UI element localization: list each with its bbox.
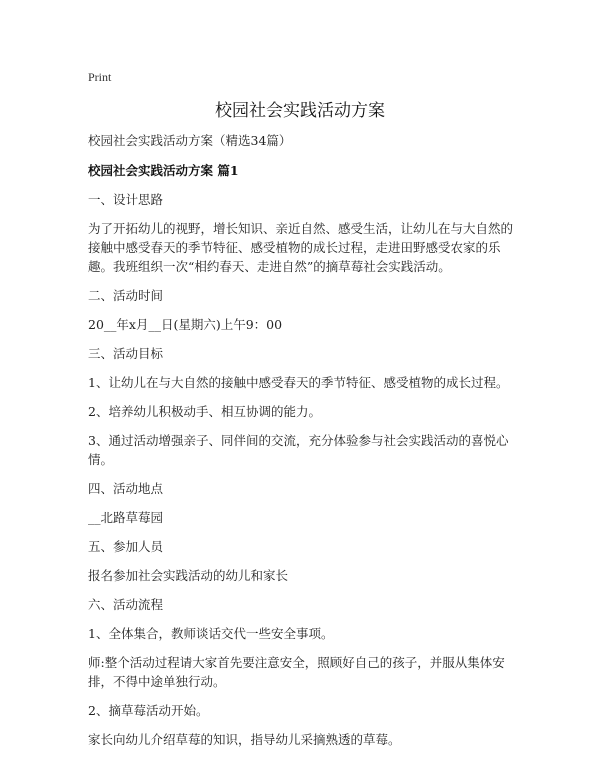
paragraph: 2、培养幼儿积极动手、相互协调的能力。 (88, 404, 321, 419)
paragraph: 五、参加人员 (88, 539, 164, 554)
document-title: 校园社会实践活动方案 (215, 101, 385, 121)
paragraph: 六、活动流程 (88, 597, 164, 612)
section-heading: 校园社会实践活动方案 篇1 (88, 163, 239, 178)
document-subtitle: 校园社会实践活动方案（精选34篇） (88, 133, 292, 148)
paragraph-list (88, 190, 518, 749)
paragraph: 1、全体集合，教师谈话交代一些安全事项。 (88, 626, 334, 641)
paragraph: 1、让幼儿在与大自然的接触中感受春天的季节特征、感受植物的成长过程。 (88, 375, 509, 390)
paragraph: 一、设计思路 (88, 192, 164, 207)
paragraph: 二、活动时间 (88, 288, 164, 303)
paragraph: 师:整个活动过程请大家首先要注意安全，照顾好自己的孩子，并服从集体安排，不得中途单独行动。 (88, 655, 505, 689)
paragraph: 3、通过活动增强亲子、同伴间的交流，充分体验参与社会实践活动的喜悦心情。 (88, 433, 509, 467)
paragraph: __北路草莓园 (88, 510, 164, 525)
paragraph: 四、活动地点 (88, 481, 164, 496)
paragraph: 为了开拓幼儿的视野，增长知识、亲近自然、感受生活，让幼儿在与大自然的接触中感受春天的季节特征、感受植物的成长过程，走进田野感受农家的乐趣。我班组织一次“相约春天、走进自然”的摘草莓社会实践活动。 (88, 221, 514, 274)
paragraph: 20__年x月__日(星期六)上午9：00 (88, 317, 283, 332)
paragraph: 家长向幼儿介绍草莓的知识，指导幼儿采摘熟透的草莓。 (88, 732, 401, 747)
print-label: Print (88, 70, 112, 84)
paragraph: 三、活动目标 (88, 346, 164, 361)
document-body (88, 131, 518, 759)
paragraph: 报名参加社会实践活动的幼儿和家长 (88, 568, 289, 583)
paragraph: 2、摘草莓活动开始。 (88, 703, 209, 718)
